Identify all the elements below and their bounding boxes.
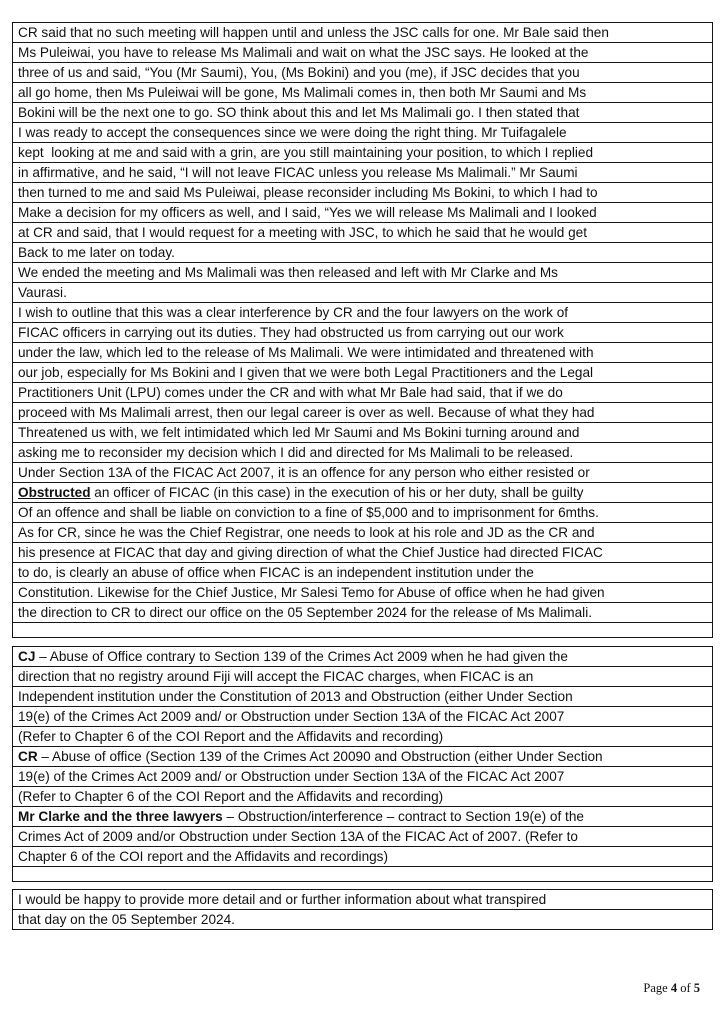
table-row: I would be happy to provide more detail and or further information about what transpired bbox=[12, 889, 713, 910]
text-segment: Mr Clarke and the three lawyers bbox=[18, 809, 223, 824]
table-row: We ended the meeting and Ms Malimali was then released and left with Mr Clarke and Ms bbox=[12, 262, 713, 283]
table-row: proceed with Ms Malimali arrest, then our legal career is over as well. Because of what they had bbox=[12, 402, 713, 423]
text-segment: – Abuse of office (Section 139 of the Crimes Act 20090 and Obstruction (either Under Section bbox=[37, 749, 603, 764]
table-row: Chapter 6 of the COI report and the Affidavits and recordings) bbox=[12, 846, 713, 867]
empty-table-row bbox=[12, 622, 713, 638]
table-row: Independent institution under the Constitution of 2013 and Obstruction (either Under Section bbox=[12, 686, 713, 707]
table-row: the direction to CR to direct our office on the 05 September 2024 for the release of Ms Malimali. bbox=[12, 602, 713, 623]
table-row: (Refer to Chapter 6 of the COI Report and the Affidavits and recording) bbox=[12, 786, 713, 807]
table-row: that day on the 05 September 2024. bbox=[12, 909, 713, 930]
table-row: Constitution. Likewise for the Chief Justice, Mr Salesi Temo for Abuse of office when he had given bbox=[12, 582, 713, 603]
table-row: kept looking at me and said with a grin, are you still maintaining your position, to which I replied bbox=[12, 142, 713, 163]
table-row: under the law, which led to the release of Ms Malimali. We were intimidated and threatened with bbox=[12, 342, 713, 363]
table-row: Of an offence and shall be liable on conviction to a fine of $5,000 and to imprisonment for 6mths. bbox=[12, 502, 713, 523]
table-row: then turned to me and said Ms Puleiwai, please reconsider including Ms Bokini, to which I had to bbox=[12, 182, 713, 203]
table-gap bbox=[12, 882, 713, 889]
table-row: 19(e) of the Crimes Act 2009 and/ or Obstruction under Section 13A of the FICAC Act 2007 bbox=[12, 706, 713, 727]
table-row: our job, especially for Ms Bokini and I given that we were both Legal Practitioners and the Legal bbox=[12, 362, 713, 383]
table-row: Crimes Act of 2009 and/or Obstruction under Section 13A of the FICAC Act of 2007. (Refer to bbox=[12, 826, 713, 847]
text-segment: – Obstruction/interference – contract to Section 19(e) of the bbox=[222, 809, 584, 824]
table-row: his presence at FICAC that day and giving direction of what the Chief Justice had directed FICAC bbox=[12, 542, 713, 563]
table-row: Under Section 13A of the FICAC Act 2007, it is an offence for any person who either resisted or bbox=[12, 462, 713, 483]
page-footer bbox=[643, 981, 700, 996]
text-segment: CJ bbox=[18, 649, 36, 664]
statement-document bbox=[12, 22, 713, 930]
footer-text: of bbox=[677, 981, 694, 995]
table-row bbox=[12, 806, 713, 827]
table-row: at CR and said, that I would request for a meeting with JSC, to which he said that he would get bbox=[12, 222, 713, 243]
closing-table bbox=[12, 889, 713, 930]
table-row bbox=[12, 482, 713, 503]
page-number: 4 bbox=[670, 981, 678, 995]
table-row: Threatened us with, we felt intimidated which led Mr Saumi and Ms Bokini turning around and bbox=[12, 422, 713, 443]
table-gap bbox=[12, 638, 713, 646]
charges-table bbox=[12, 646, 713, 882]
table-row: I wish to outline that this was a clear interference by CR and the four lawyers on the work of bbox=[12, 302, 713, 323]
table-row: all go home, then Ms Puleiwai will be gone, Ms Malimali comes in, then both Mr Saumi and Ms bbox=[12, 82, 713, 103]
table-row: 19(e) of the Crimes Act 2009 and/ or Obstruction under Section 13A of the FICAC Act 2007 bbox=[12, 766, 713, 787]
table-row bbox=[12, 746, 713, 767]
table-row: Vaurasi. bbox=[12, 282, 713, 303]
table-row: Bokini will be the next one to go. SO think about this and let Ms Malimali go. I then stated that bbox=[12, 102, 713, 123]
table-row: to do, is clearly an abuse of office when FICAC is an independent institution under the bbox=[12, 562, 713, 583]
table-row: CR said that no such meeting will happen until and unless the JSC calls for one. Mr Bale said then bbox=[12, 22, 713, 43]
empty-table-row bbox=[12, 866, 713, 882]
table-row: As for CR, since he was the Chief Registrar, one needs to look at his role and JD as the CR and bbox=[12, 522, 713, 543]
text-segment: Obstructed bbox=[18, 485, 91, 500]
table-row bbox=[12, 646, 713, 667]
table-row: (Refer to Chapter 6 of the COI Report and the Affidavits and recording) bbox=[12, 726, 713, 747]
table-row: Make a decision for my officers as well, and I said, “Yes we will release Ms Malimali and I looked bbox=[12, 202, 713, 223]
statement-table-1 bbox=[12, 22, 713, 638]
table-row: direction that no registry around Fiji will accept the FICAC charges, when FICAC is an bbox=[12, 666, 713, 687]
footer-text: Page bbox=[643, 981, 671, 995]
page-number: 5 bbox=[693, 981, 700, 995]
text-segment: – Abuse of Office contrary to Section 139 of the Crimes Act 2009 when he had given the bbox=[35, 649, 568, 664]
text-segment: CR bbox=[18, 749, 38, 764]
table-row: Practitioners Unit (LPU) comes under the CR and with what Mr Bale had said, that if we do bbox=[12, 382, 713, 403]
text-segment: an officer of FICAC (in this case) in the execution of his or her duty, shall be guilty bbox=[90, 485, 584, 500]
table-row: Ms Puleiwai, you have to release Ms Malimali and wait on what the JSC says. He looked at the bbox=[12, 42, 713, 63]
table-row: in affirmative, and he said, “I will not leave FICAC unless you release Ms Malimali.” Mr Saumi bbox=[12, 162, 713, 183]
table-row: asking me to reconsider my decision which I did and directed for Ms Malimali to be released. bbox=[12, 442, 713, 463]
table-row: three of us and said, “You (Mr Saumi), You, (Ms Bokini) and you (me), if JSC decides that you bbox=[12, 62, 713, 83]
table-row: Back to me later on today. bbox=[12, 242, 713, 263]
table-row: I was ready to accept the consequences since we were doing the right thing. Mr Tuifagalele bbox=[12, 122, 713, 143]
table-row: FICAC officers in carrying out its duties. They had obstructed us from carrying out our work bbox=[12, 322, 713, 343]
